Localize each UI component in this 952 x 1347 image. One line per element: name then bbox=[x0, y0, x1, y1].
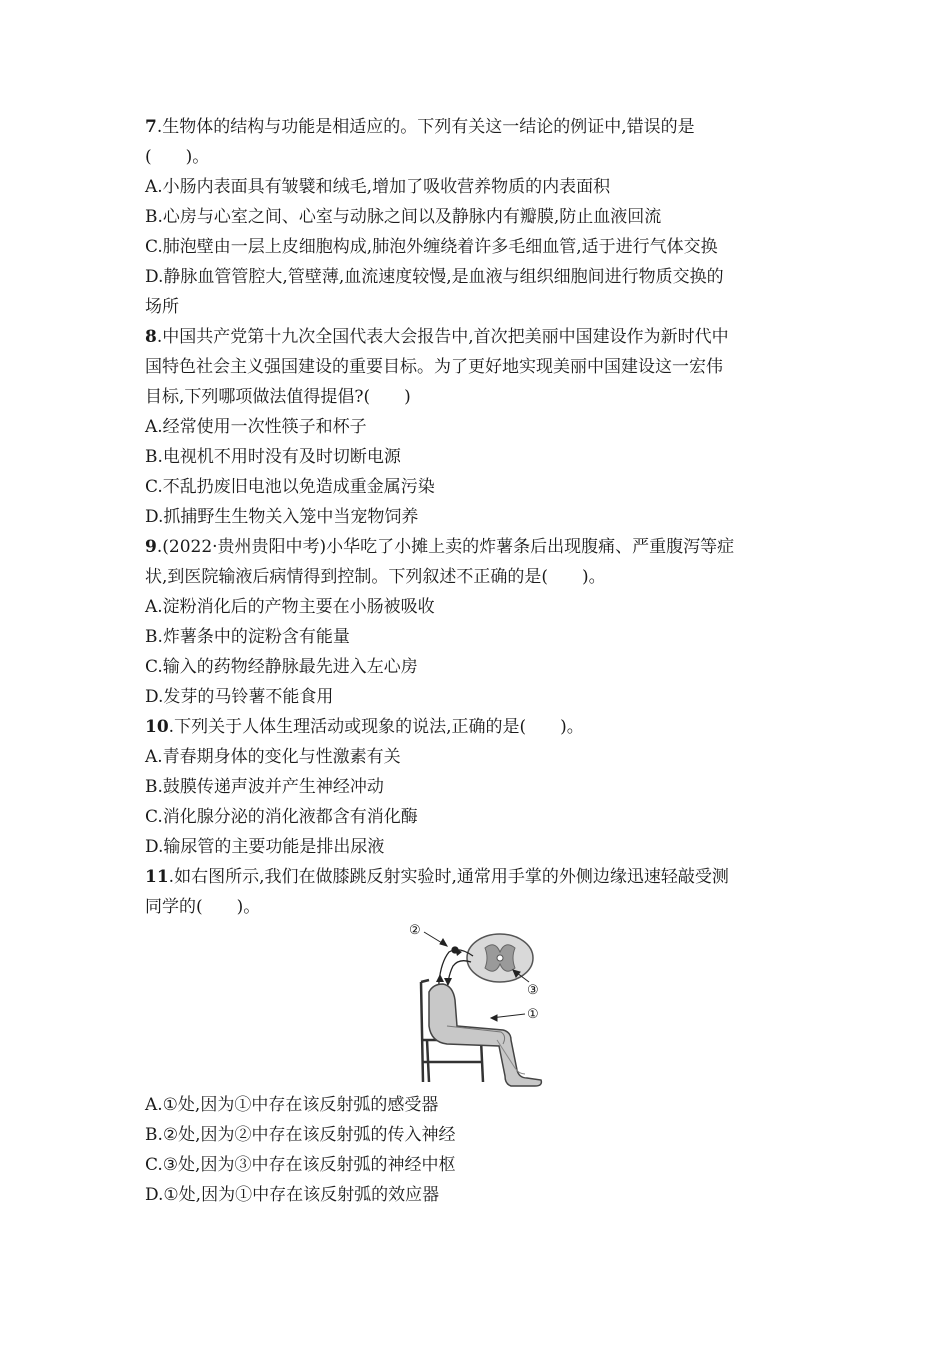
stem-text: .下列关于人体生理活动或现象的说法,正确的是( )。 bbox=[168, 717, 584, 737]
label-2: ② bbox=[409, 923, 421, 938]
option-d: D.发芽的马铃薯不能食用 bbox=[145, 687, 334, 707]
question-7 bbox=[145, 112, 805, 322]
option-d: D.输尿管的主要功能是排出尿液 bbox=[145, 837, 385, 857]
question-number: 11 bbox=[145, 867, 169, 887]
option-c: C.消化腺分泌的消化液都含有消化酶 bbox=[145, 807, 418, 827]
question-8-stem-line-1 bbox=[145, 322, 805, 352]
question-10-stem-line-1 bbox=[145, 712, 805, 742]
question-number: 7 bbox=[145, 117, 157, 137]
question-9-stem-line-1 bbox=[145, 532, 805, 562]
question-11 bbox=[145, 862, 805, 1210]
question-9 bbox=[145, 532, 805, 712]
stem-text: .如右图所示,我们在做膝跳反射实验时,通常用手掌的外侧边缘迅速轻敲受测 bbox=[168, 867, 729, 887]
stem-text: .(2022·贵州贵阳中考)小华吃了小摊上卖的炸薯条后出现腹痛、严重腹泻等症 bbox=[156, 537, 735, 557]
question-8-stem-line-3: 目标,下列哪项做法值得提倡?( ) bbox=[145, 387, 411, 407]
question-8-stem-line-2: 国特色社会主义强国建设的重要目标。为了更好地实现美丽中国建设这一宏伟 bbox=[145, 357, 723, 377]
question-8 bbox=[145, 322, 805, 532]
option-a: A.青春期身体的变化与性激素有关 bbox=[145, 747, 401, 767]
option-b: B.心房与心室之间、心室与动脉之间以及静脉内有瓣膜,防止血液回流 bbox=[145, 207, 662, 227]
option-d: D.抓捕野生生物关入笼中当宠物饲养 bbox=[145, 507, 419, 527]
option-a: A.小肠内表面具有皱襞和绒毛,增加了吸收营养物质的内表面积 bbox=[145, 177, 611, 197]
impulse-arrows-icon bbox=[436, 948, 462, 986]
stem-text: 生物体的结构与功能是相适应的。下列有关这一结论的例证中,错误的是 bbox=[162, 117, 695, 137]
number-separator: . bbox=[156, 327, 163, 347]
option-d: D.静脉血管管腔大,管壁薄,血流速度较慢,是血液与组织细胞间进行物质交换的 bbox=[145, 267, 724, 287]
stem-text: 中国共产党第十九次全国代表大会报告中,首次把美丽中国建设作为新时代中 bbox=[162, 327, 729, 347]
option-c: C.不乱扔废旧电池以免造成重金属污染 bbox=[145, 477, 435, 497]
question-11-stem-line-1 bbox=[145, 862, 805, 892]
question-7-stem-line-2: ( )。 bbox=[145, 147, 210, 167]
worksheet-page bbox=[145, 112, 805, 1210]
question-number: 8 bbox=[145, 327, 157, 347]
seated-person-icon bbox=[429, 984, 541, 1086]
option-d: D.①处,因为①中存在该反射弧的效应器 bbox=[145, 1185, 440, 1205]
question-10 bbox=[145, 712, 805, 862]
knee-jerk-reflex-figure bbox=[145, 922, 805, 1090]
question-11-stem-line-2: 同学的( )。 bbox=[145, 897, 261, 917]
label-1: ① bbox=[527, 1007, 539, 1022]
option-a: A.经常使用一次性筷子和杯子 bbox=[145, 417, 367, 437]
option-a: A.①处,因为①中存在该反射弧的感受器 bbox=[145, 1095, 439, 1115]
option-a: A.淀粉消化后的产物主要在小肠被吸收 bbox=[145, 597, 435, 617]
question-9-stem-line-2: 状,到医院输液后病情得到控制。下列叙述不正确的是( )。 bbox=[145, 567, 606, 587]
question-number: 10 bbox=[145, 717, 169, 737]
question-7-stem-line-1 bbox=[145, 112, 805, 142]
question-number: 9 bbox=[145, 537, 157, 557]
option-d-continued: 场所 bbox=[145, 297, 179, 317]
option-b: B.②处,因为②中存在该反射弧的传入神经 bbox=[145, 1125, 456, 1145]
option-b: B.鼓膜传递声波并产生神经冲动 bbox=[145, 777, 384, 797]
spinal-cord-section-icon bbox=[467, 934, 533, 982]
number-separator: . bbox=[156, 117, 163, 137]
option-b: B.电视机不用时没有及时切断电源 bbox=[145, 447, 401, 467]
option-c: C.肺泡壁由一层上皮细胞构成,肺泡外缠绕着许多毛细血管,适于进行气体交换 bbox=[145, 237, 718, 257]
option-c: C.输入的药物经静脉最先进入左心房 bbox=[145, 657, 418, 677]
option-c: C.③处,因为③中存在该反射弧的神经中枢 bbox=[145, 1155, 456, 1175]
label-3: ③ bbox=[527, 983, 539, 998]
knee-jerk-diagram-svg bbox=[407, 922, 547, 1088]
option-b: B.炸薯条中的淀粉含有能量 bbox=[145, 627, 350, 647]
